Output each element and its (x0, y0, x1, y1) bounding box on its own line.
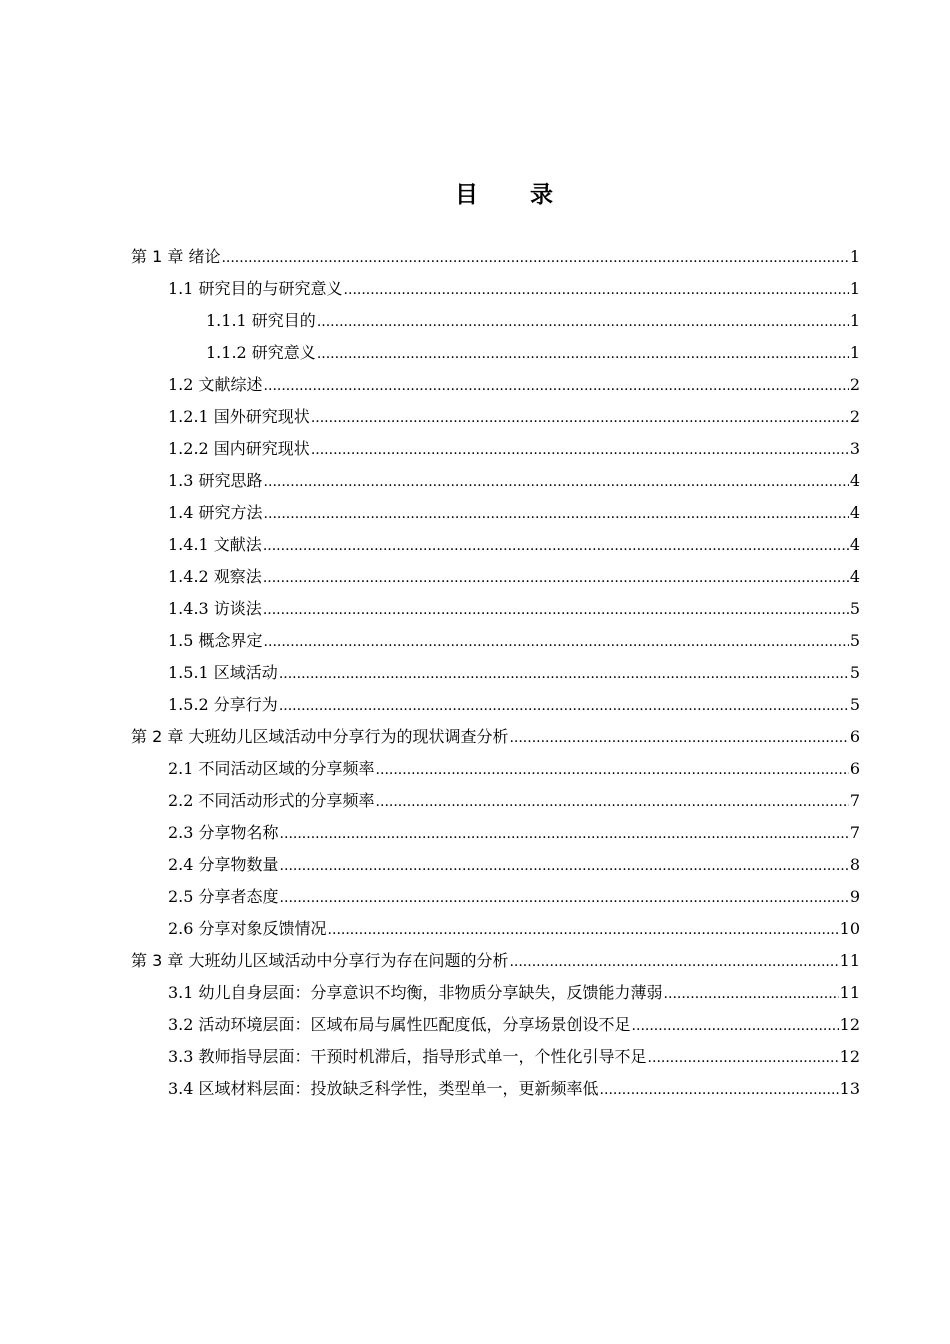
toc-page-number: 13 (839, 1079, 860, 1098)
toc-page-number: 4 (849, 567, 860, 586)
toc-entry-label: 1.4 研究方法 (168, 503, 263, 522)
toc-page-number: 12 (839, 1015, 860, 1034)
toc-dot-leader (279, 657, 849, 690)
toc-entry-label: 2.1 不同活动区域的分享频率 (168, 759, 375, 778)
toc-entry-label: 1.3 研究思路 (168, 471, 263, 490)
toc-section-entry[interactable] (168, 401, 860, 433)
toc-section-entry[interactable] (168, 1073, 860, 1105)
toc-section-entry[interactable] (206, 305, 860, 337)
toc-entry-label: 1.4.3 访谈法 (168, 599, 262, 618)
toc-page-number: 1 (849, 311, 860, 330)
toc-dot-leader (263, 529, 849, 562)
toc-page-number: 1 (849, 247, 860, 266)
toc-entry-label: 1.1 研究目的与研究意义 (168, 279, 343, 298)
toc-page-number: 3 (849, 439, 860, 458)
toc-page-number: 11 (839, 951, 860, 970)
toc-page-number: 8 (849, 855, 860, 874)
toc-page-number: 2 (849, 407, 860, 426)
toc-dot-leader (317, 337, 849, 370)
toc-page-number: 1 (849, 279, 860, 298)
toc-section-entry[interactable] (168, 817, 860, 849)
toc-chapter-entry[interactable] (131, 241, 860, 273)
toc-title: 目 录 (454, 182, 575, 208)
toc-section-entry[interactable] (168, 977, 860, 1009)
toc-section-entry[interactable] (168, 689, 860, 721)
toc-section-entry[interactable] (168, 561, 860, 593)
toc-chapter-entry[interactable] (131, 721, 860, 753)
toc-entry-label: 3.1 幼儿自身层面：分享意识不均衡，非物质分享缺失，反馈能力薄弱 (168, 983, 663, 1002)
toc-entry-label: 1.5.1 区域活动 (168, 663, 278, 682)
toc-page-number: 9 (849, 887, 860, 906)
toc-dot-leader (509, 945, 838, 978)
toc-dot-leader (376, 785, 849, 818)
toc-dot-leader (648, 1041, 839, 1074)
toc-page-number: 11 (839, 983, 860, 1002)
toc-dot-leader (509, 721, 848, 754)
toc-dot-leader (376, 753, 849, 786)
toc-section-entry[interactable] (168, 1009, 860, 1041)
toc-section-entry[interactable] (168, 881, 860, 913)
toc-entry-label: 1.1.2 研究意义 (206, 343, 316, 362)
toc-dot-leader (311, 401, 849, 434)
toc-dot-leader (328, 913, 839, 946)
toc-dot-leader (280, 849, 849, 882)
toc-entry-label: 1.5.2 分享行为 (168, 695, 278, 714)
toc-section-entry[interactable] (168, 369, 860, 401)
toc-page-number: 5 (849, 695, 860, 714)
toc-entry-label: 2.5 分享者态度 (168, 887, 279, 906)
toc-section-entry[interactable] (168, 1041, 860, 1073)
toc-entry-label: 3.3 教师指导层面：干预时机滞后，指导形式单一，个性化引导不足 (168, 1047, 647, 1066)
toc-page-number: 1 (849, 343, 860, 362)
toc-dot-leader (264, 625, 849, 658)
toc-page-number: 5 (849, 631, 860, 650)
toc-page-number: 6 (849, 727, 860, 746)
toc-page-number: 4 (849, 535, 860, 554)
toc-section-entry[interactable] (168, 625, 860, 657)
toc-entry-label: 第 3 章 大班幼儿区域活动中分享行为存在问题的分析 (131, 951, 509, 970)
toc-page-number: 12 (839, 1047, 860, 1066)
toc-entry-label: 2.2 不同活动形式的分享频率 (168, 791, 375, 810)
toc-chapter-entry[interactable] (131, 945, 860, 977)
toc-dot-leader (344, 273, 849, 306)
toc-dot-leader (632, 1009, 839, 1042)
toc-entry-label: 1.4.1 文献法 (168, 535, 262, 554)
toc-section-entry[interactable] (168, 753, 860, 785)
toc-dot-leader (311, 433, 849, 466)
toc-dot-leader (263, 593, 849, 626)
toc-dot-leader (264, 497, 849, 530)
toc-dot-leader (279, 689, 849, 722)
toc-section-entry[interactable] (206, 337, 860, 369)
toc-dot-leader (264, 369, 849, 402)
toc-entry-label: 第 2 章 大班幼儿区域活动中分享行为的现状调查分析 (131, 727, 509, 746)
toc-page-number: 10 (839, 919, 860, 938)
toc-section-entry[interactable] (168, 497, 860, 529)
toc-page-number: 4 (849, 503, 860, 522)
toc-entry-label: 1.1.1 研究目的 (206, 311, 316, 330)
toc-section-entry[interactable] (168, 913, 860, 945)
toc-section-entry[interactable] (168, 273, 860, 305)
toc-dot-leader (221, 241, 848, 274)
toc-section-entry[interactable] (168, 849, 860, 881)
toc-entry-label: 1.5 概念界定 (168, 631, 263, 650)
toc-section-entry[interactable] (168, 529, 860, 561)
toc-entry-label: 1.4.2 观察法 (168, 567, 262, 586)
toc-dot-leader (317, 305, 849, 338)
toc-page-number: 7 (849, 823, 860, 842)
toc-entry-label: 1.2.1 国外研究现状 (168, 407, 310, 426)
toc-entry-label: 2.6 分享对象反馈情况 (168, 919, 327, 938)
toc-section-entry[interactable] (168, 657, 860, 689)
toc-dot-leader (264, 465, 849, 498)
toc-page-number: 5 (849, 599, 860, 618)
toc-dot-leader (280, 817, 849, 850)
toc-section-entry[interactable] (168, 593, 860, 625)
toc-entry-label: 3.2 活动环境层面：区域布局与属性匹配度低，分享场景创设不足 (168, 1015, 631, 1034)
toc-page-number: 2 (849, 375, 860, 394)
toc-entry-label: 1.2 文献综述 (168, 375, 263, 394)
toc-entry-label: 第 1 章 绪论 (131, 247, 221, 266)
toc-dot-leader (263, 561, 849, 594)
toc-entry-label: 2.3 分享物名称 (168, 823, 279, 842)
toc-entry-label: 2.4 分享物数量 (168, 855, 279, 874)
toc-section-entry[interactable] (168, 433, 860, 465)
toc-section-entry[interactable] (168, 465, 860, 497)
toc-page-number: 4 (849, 471, 860, 490)
toc-section-entry[interactable] (168, 785, 860, 817)
toc-page-number: 6 (849, 759, 860, 778)
toc-dot-leader (664, 977, 839, 1010)
toc-page-number: 7 (849, 791, 860, 810)
toc-entry-label: 1.2.2 国内研究现状 (168, 439, 310, 458)
toc-entry-label: 3.4 区域材料层面：投放缺乏科学性，类型单一，更新频率低 (168, 1079, 599, 1098)
toc-dot-leader (280, 881, 849, 914)
toc-dot-leader (600, 1073, 839, 1106)
toc-page-number: 5 (849, 663, 860, 682)
